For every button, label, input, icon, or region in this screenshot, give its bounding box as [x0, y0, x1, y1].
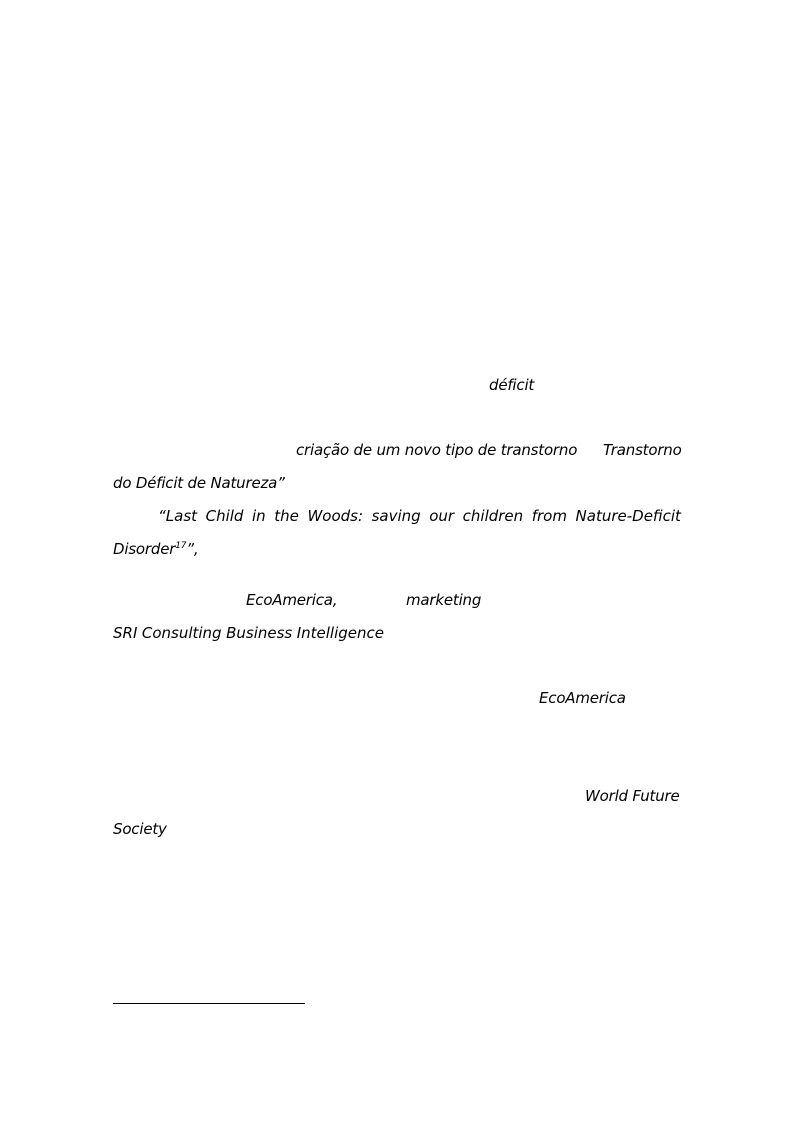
- text-criacao: criação de um novo tipo de transtorno: [296, 441, 578, 459]
- word: Business: [226, 624, 293, 642]
- text-marketing: marketing: [406, 591, 482, 609]
- text-disorder: [113, 540, 198, 558]
- text-sri-line: [113, 624, 384, 642]
- text-last-child-line: [158, 507, 681, 525]
- footnote-marker: 17: [175, 541, 187, 551]
- text-world-future: World Future: [585, 787, 680, 805]
- text-deficit: déficit: [489, 376, 535, 394]
- word: Child: [205, 507, 244, 525]
- word: Woods:: [307, 507, 364, 525]
- text-society: Society: [113, 820, 167, 838]
- text-ecoamerica-2: EcoAmerica: [539, 689, 626, 707]
- word: in: [252, 507, 266, 525]
- footnote-separator: [113, 1003, 305, 1004]
- disorder-tail: ”,: [186, 540, 199, 558]
- word: “Last: [158, 507, 198, 525]
- word: from: [531, 507, 567, 525]
- text-ecoamerica-1: EcoAmerica,: [246, 591, 338, 609]
- word: SRI: [113, 624, 138, 642]
- text-do-deficit-de-natureza: do Déficit de Natureza”: [113, 474, 285, 492]
- text-transtorno: Transtorno: [603, 441, 682, 459]
- word: saving: [371, 507, 421, 525]
- word: Nature-Deficit: [575, 507, 681, 525]
- word: Intelligence: [296, 624, 384, 642]
- disorder-word: Disorder: [113, 540, 176, 558]
- word: children: [462, 507, 524, 525]
- word: the: [274, 507, 299, 525]
- word: Consulting: [141, 624, 222, 642]
- word: our: [429, 507, 455, 525]
